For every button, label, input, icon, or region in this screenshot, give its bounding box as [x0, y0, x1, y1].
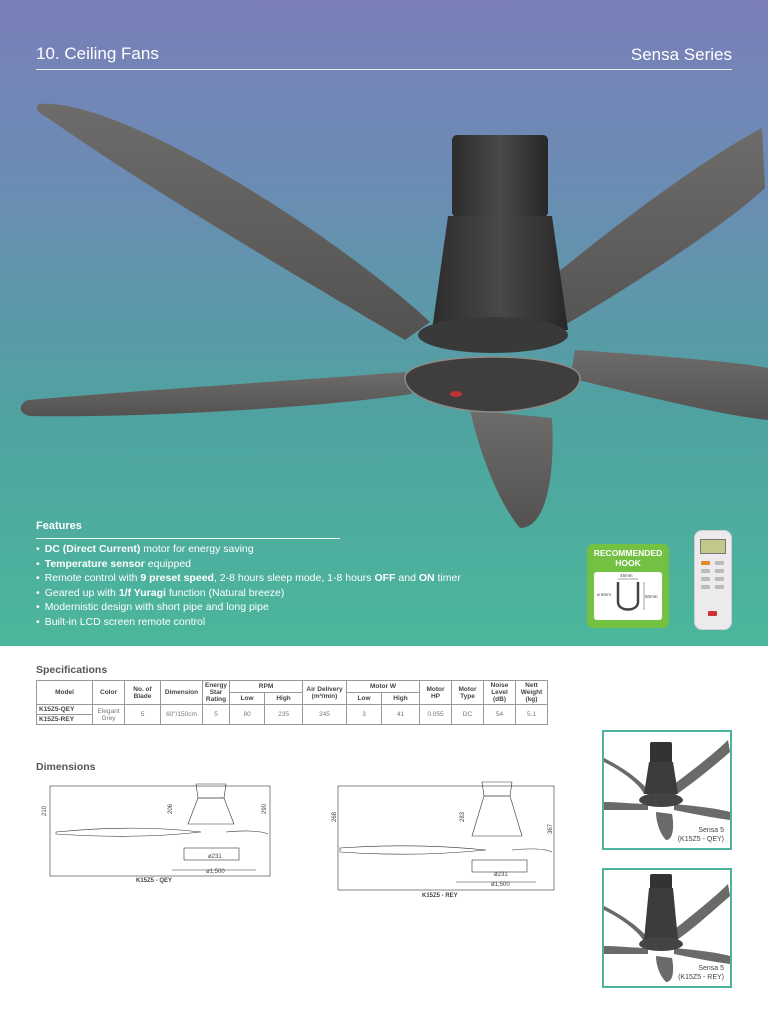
dimensions-title: Dimensions — [36, 761, 96, 773]
qey-height-1: 210 — [42, 805, 48, 816]
features-title: Features — [36, 520, 82, 532]
lcd-screen-icon — [700, 539, 726, 554]
section-title: 10. Ceiling Fans — [36, 44, 159, 63]
qey-span-diameter: ø1,500 — [206, 869, 225, 875]
table-row: K15Z5-QEY Elegant Grey 5 60"/150cm 5 80 235 245 3 41 0.055 DC 54 5.1 — [37, 705, 548, 715]
qey-height-2: 206 — [168, 803, 174, 814]
remote-control-image — [694, 530, 732, 630]
recommended-hook-badge — [587, 544, 669, 628]
thumbnail-caption-line1: Sensa 5 — [698, 827, 724, 834]
hook-dim-right: 50mm — [645, 594, 658, 599]
thumbnail-caption-line2: (K15Z5 - REY) — [678, 974, 724, 981]
list-item: • Temperature sensor equipped — [36, 557, 461, 572]
page-header — [36, 44, 732, 70]
list-item: • Remote control with 9 preset speed, 2-8 hours sleep mode, 1-8 hours OFF and ON timer — [36, 571, 461, 586]
table-subheader-row: Low High Low High — [37, 693, 548, 705]
rey-height-3: 367 — [548, 823, 554, 834]
series-title: Sensa Series — [630, 45, 732, 64]
list-item: • Geared up with 1/f Yuragi function (Natural breeze) — [36, 586, 461, 601]
thumbnail-caption-line2: (K15Z5 - QEY) — [677, 836, 724, 843]
specifications-title: Specifications — [36, 664, 108, 676]
list-item: • Modernistic design with short pipe and long pipe — [36, 600, 461, 615]
table-row: K15Z5-REY — [37, 715, 548, 725]
hook-dim-left: ø 8mm — [597, 592, 611, 597]
list-item: • Built-in LCD screen remote control — [36, 615, 461, 630]
thumbnail-rey — [602, 868, 732, 988]
remote-buttons-icon — [695, 559, 731, 629]
hook-dim-top: 45mm — [620, 573, 633, 578]
hook-badge-line2: HOOK — [615, 558, 641, 568]
hook-badge-line1: RECOMMENDED — [593, 548, 663, 558]
hook-diagram — [594, 572, 662, 620]
features-list — [36, 542, 461, 629]
rey-height-2: 283 — [460, 811, 466, 822]
thumbnail-caption-line1: Sensa 5 — [698, 965, 724, 972]
table-header-row: Model Color No. of Blade Dimension Energy Star Rating RPM Air Delivery (m³/min) Motor W Motor HP Motor Type Noise Level (dB) Nett Weight (kg) — [37, 681, 548, 693]
rey-drawing — [338, 782, 554, 890]
rey-hub-diameter: ø231 — [494, 872, 508, 878]
features-divider — [36, 538, 340, 539]
rey-height-1: 268 — [332, 811, 338, 822]
thumbnail-qey — [602, 730, 732, 850]
ceiling-fan-image — [0, 80, 768, 540]
list-item: • DC (Direct Current) motor for energy saving — [36, 542, 461, 557]
qey-height-3: 290 — [262, 803, 268, 814]
qey-hub-diameter: ø231 — [208, 854, 222, 860]
specifications-table — [36, 680, 548, 725]
dimension-drawings — [36, 776, 576, 906]
rey-span-diameter: ø1,500 — [491, 882, 510, 888]
qey-drawing — [50, 784, 270, 876]
qey-label: K15Z5 - QEY — [136, 878, 173, 884]
rey-label: K15Z5 - REY — [422, 893, 458, 899]
